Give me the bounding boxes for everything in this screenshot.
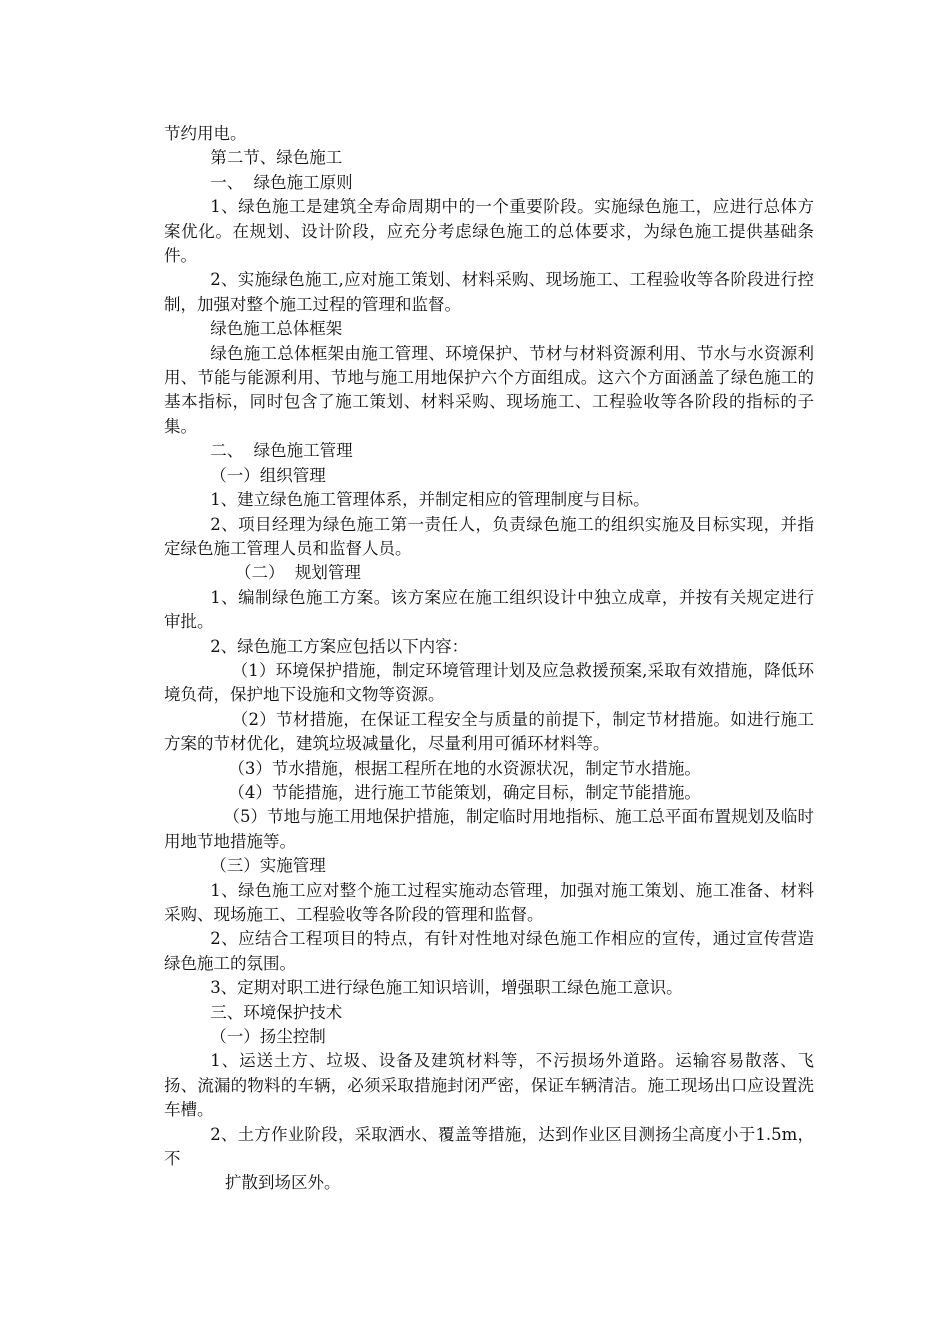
paragraph: 1、编制绿色施工方案。该方案应在施工组织设计中独立成章，并按有关规定进行审批。 [164, 587, 814, 632]
paragraph: 绿色施工总体框架 [210, 319, 343, 339]
paragraph: 2、应结合工程项目的特点，有针对性地对绿色施工作相应的宣传，通过宣传营造绿色施工的氛围。 [164, 929, 814, 973]
paragraph: （5）节地与施工用地保护措施，制定临时用地指标、施工总平面布置规划及临时用地节地措施等。 [164, 807, 814, 851]
paragraph: 二、 绿色施工管理 [210, 441, 353, 461]
paragraph: 2、实施绿色施工,应对施工策划、材料采购、现场施工、工程验收等各阶段进行控制，加强对整个施工过程的管理和监督。 [164, 270, 814, 314]
paragraph: 绿色施工总体框架由施工管理、环境保护、节材与材料资源利用、节水与水资源利用、节能与能源利用、节地与施工用地保护六个方面组成。这六个方面涵盖了绿色施工的基本指标，同时包含了施工策划、材料采购、现场施工、工程验收等各阶段的指标的子集。 [164, 343, 814, 436]
paragraph: （一）扬尘控制 [210, 1027, 326, 1047]
paragraph: （3）节水措施，根据工程所在地的水资源状况，制定节水措施。 [228, 758, 701, 778]
paragraph: 2、绿色施工方案应包括以下内容： [210, 636, 469, 656]
document-body [164, 122, 814, 1196]
paragraph: （4）节能措施，进行施工节能策划，确定目标，制定节能措施。 [228, 782, 701, 802]
paragraph: （二） 规划管理 [234, 563, 361, 583]
paragraph: 1、绿色施工是建筑全寿命周期中的一个重要阶段。实施绿色施工，应进行总体方案优化。在规划、设计阶段，应充分考虑绿色施工的总体要求，为绿色施工提供基础条件。 [164, 197, 814, 266]
paragraph: 1、建立绿色施工管理体系，并制定相应的管理制度与目标。 [210, 490, 650, 510]
paragraph: 2、土方作业阶段，采取洒水、覆盖等措施，达到作业区目测扬尘高度小于1.5m，不 [164, 1124, 814, 1169]
paragraph: 3、定期对职工进行绿色施工知识培训，增强职工绿色施工意识。 [210, 978, 683, 998]
paragraph: 1、运送土方、垃圾、设备及建筑材料等，不污损场外道路。运输容易散落、飞扬、流漏的物料的车辆，必须采取措施封闭严密，保证车辆清洁。施工现场出口应设置洗车槽。 [164, 1051, 814, 1120]
paragraph: （2）节材措施，在保证工程安全与质量的前提下，制定节材措施。如进行施工方案的节材优化，建筑垃圾减量化，尽量利用可循环材料等。 [164, 709, 814, 754]
paragraph: 一、 绿色施工原则 [210, 172, 353, 192]
paragraph: 2、项目经理为绿色施工第一责任人，负责绿色施工的组织实施及目标实现，并指定绿色施工管理人员和监督人员。 [164, 514, 814, 558]
paragraph: （一）组织管理 [210, 465, 326, 485]
paragraph: 节约用电。 [164, 124, 247, 143]
paragraph: 三、环境保护技术 [210, 1002, 343, 1022]
paragraph: （三）实施管理 [210, 856, 326, 876]
paragraph: 1、绿色施工应对整个施工过程实施动态管理，加强对施工策划、施工准备、材料采购、现场施工、工程验收等各阶段的管理和监督。 [164, 880, 814, 924]
paragraph: 第二节、绿色施工 [210, 148, 343, 168]
paragraph: （1）环境保护措施，制定环境管理计划及应急救援预案,采取有效措施，降低环境负荷，保护地下设施和文物等资源。 [164, 660, 814, 705]
paragraph: 扩散到场区外。 [225, 1173, 341, 1193]
